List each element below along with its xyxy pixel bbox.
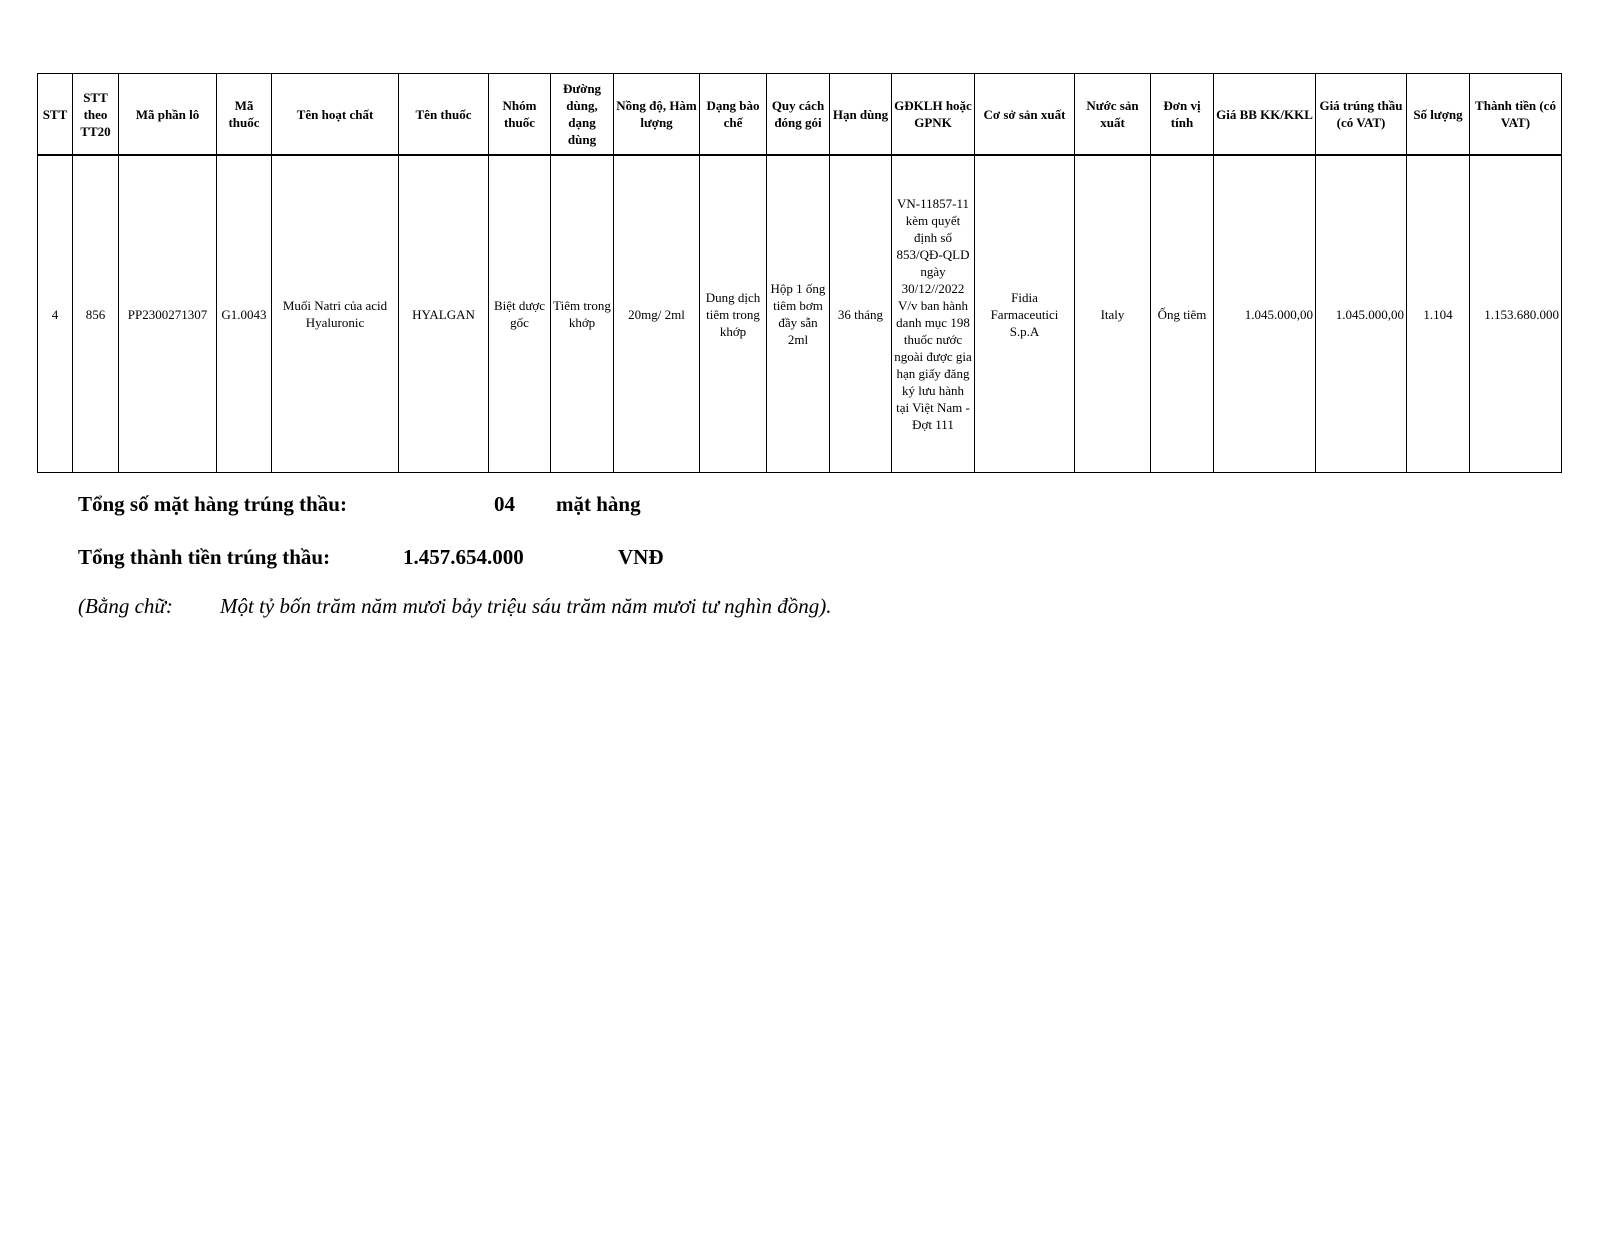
items-count-value: 04: [494, 492, 515, 516]
header-don-vi-tinh: Đơn vị tính: [1151, 74, 1214, 156]
header-dang-bao-che: Dạng bào chế: [700, 74, 767, 156]
cell-nhom-thuoc: Biệt dược gốc: [489, 155, 551, 473]
items-count-unit: mặt hàng: [556, 492, 641, 516]
header-duong-dung: Đường dùng, dạng dùng: [551, 74, 614, 156]
header-quy-cach: Quy cách đóng gói: [767, 74, 830, 156]
total-amount-value: 1.457.654.000: [403, 545, 524, 569]
cell-co-so-san-xuat: Fidia Farmaceutici S.p.A: [975, 155, 1075, 473]
cell-thanh-tien: 1.153.680.000: [1470, 155, 1562, 473]
cell-gdklh: VN-11857-11 kèm quyết định số 853/QĐ-QLD ngày 30/12//2022 V/v ban hành danh mục 198 thuốc nước ngoài được gia hạn giấy đăng ký lưu hành tại Việt Nam - Đợt 111: [892, 155, 975, 473]
header-ma-thuoc: Mã thuốc: [217, 74, 272, 156]
cell-dang-bao-che: Dung dịch tiêm trong khớp: [700, 155, 767, 473]
cell-so-luong: 1.104: [1407, 155, 1470, 473]
bid-results-table: [37, 73, 1562, 473]
header-stt: STT: [38, 74, 73, 156]
cell-don-vi-tinh: Ống tiêm: [1151, 155, 1214, 473]
amount-in-words-text: Một tỷ bốn trăm năm mươi bảy triệu sáu trăm năm mươi tư nghìn đồng).: [220, 594, 832, 618]
total-amount-label: Tổng thành tiền trúng thầu:: [78, 545, 331, 569]
header-so-luong: Số lượng: [1407, 74, 1470, 156]
cell-duong-dung: Tiêm trong khớp: [551, 155, 614, 473]
table-row: [38, 155, 1562, 473]
header-thanh-tien: Thành tiền (có VAT): [1470, 74, 1562, 156]
header-nhom-thuoc: Nhóm thuốc: [489, 74, 551, 156]
amount-in-words-prefix: (Bằng chữ:: [78, 594, 173, 618]
cell-gia-trung-thau: 1.045.000,00: [1316, 155, 1407, 473]
header-ma-phan-lo: Mã phần lô: [119, 74, 217, 156]
cell-nong-do: 20mg/ 2ml: [614, 155, 700, 473]
cell-han-dung: 36 tháng: [830, 155, 892, 473]
header-gdklh: GĐKLH hoặc GPNK: [892, 74, 975, 156]
cell-nuoc-san-xuat: Italy: [1075, 155, 1151, 473]
header-ten-thuoc: Tên thuốc: [399, 74, 489, 156]
header-gia-bb: Giá BB KK/KKL: [1214, 74, 1316, 156]
cell-ma-phan-lo: PP2300271307: [119, 155, 217, 473]
cell-ten-thuoc: HYALGAN: [399, 155, 489, 473]
header-stt-tt20: STT theo TT20: [73, 74, 119, 156]
cell-ten-hoat-chat: Muối Natri của acid Hyaluronic: [272, 155, 399, 473]
header-gia-trung-thau: Giá trúng thầu (có VAT): [1316, 74, 1407, 156]
cell-stt: 4: [38, 155, 73, 473]
header-nuoc-san-xuat: Nước sản xuất: [1075, 74, 1151, 156]
cell-ma-thuoc: G1.0043: [217, 155, 272, 473]
cell-gia-bb: 1.045.000,00: [1214, 155, 1316, 473]
header-han-dung: Hạn dùng: [830, 74, 892, 156]
header-ten-hoat-chat: Tên hoạt chất: [272, 74, 399, 156]
cell-quy-cach: Hộp 1 ống tiêm bơm đầy sẵn 2ml: [767, 155, 830, 473]
total-amount-currency: VNĐ: [618, 545, 664, 569]
cell-stt-tt20: 856: [73, 155, 119, 473]
header-nong-do: Nồng độ, Hàm lượng: [614, 74, 700, 156]
items-count-label: Tổng số mặt hàng trúng thầu:: [78, 492, 347, 516]
table-header-row: [38, 74, 1562, 156]
header-co-so-san-xuat: Cơ sở sản xuất: [975, 74, 1075, 156]
